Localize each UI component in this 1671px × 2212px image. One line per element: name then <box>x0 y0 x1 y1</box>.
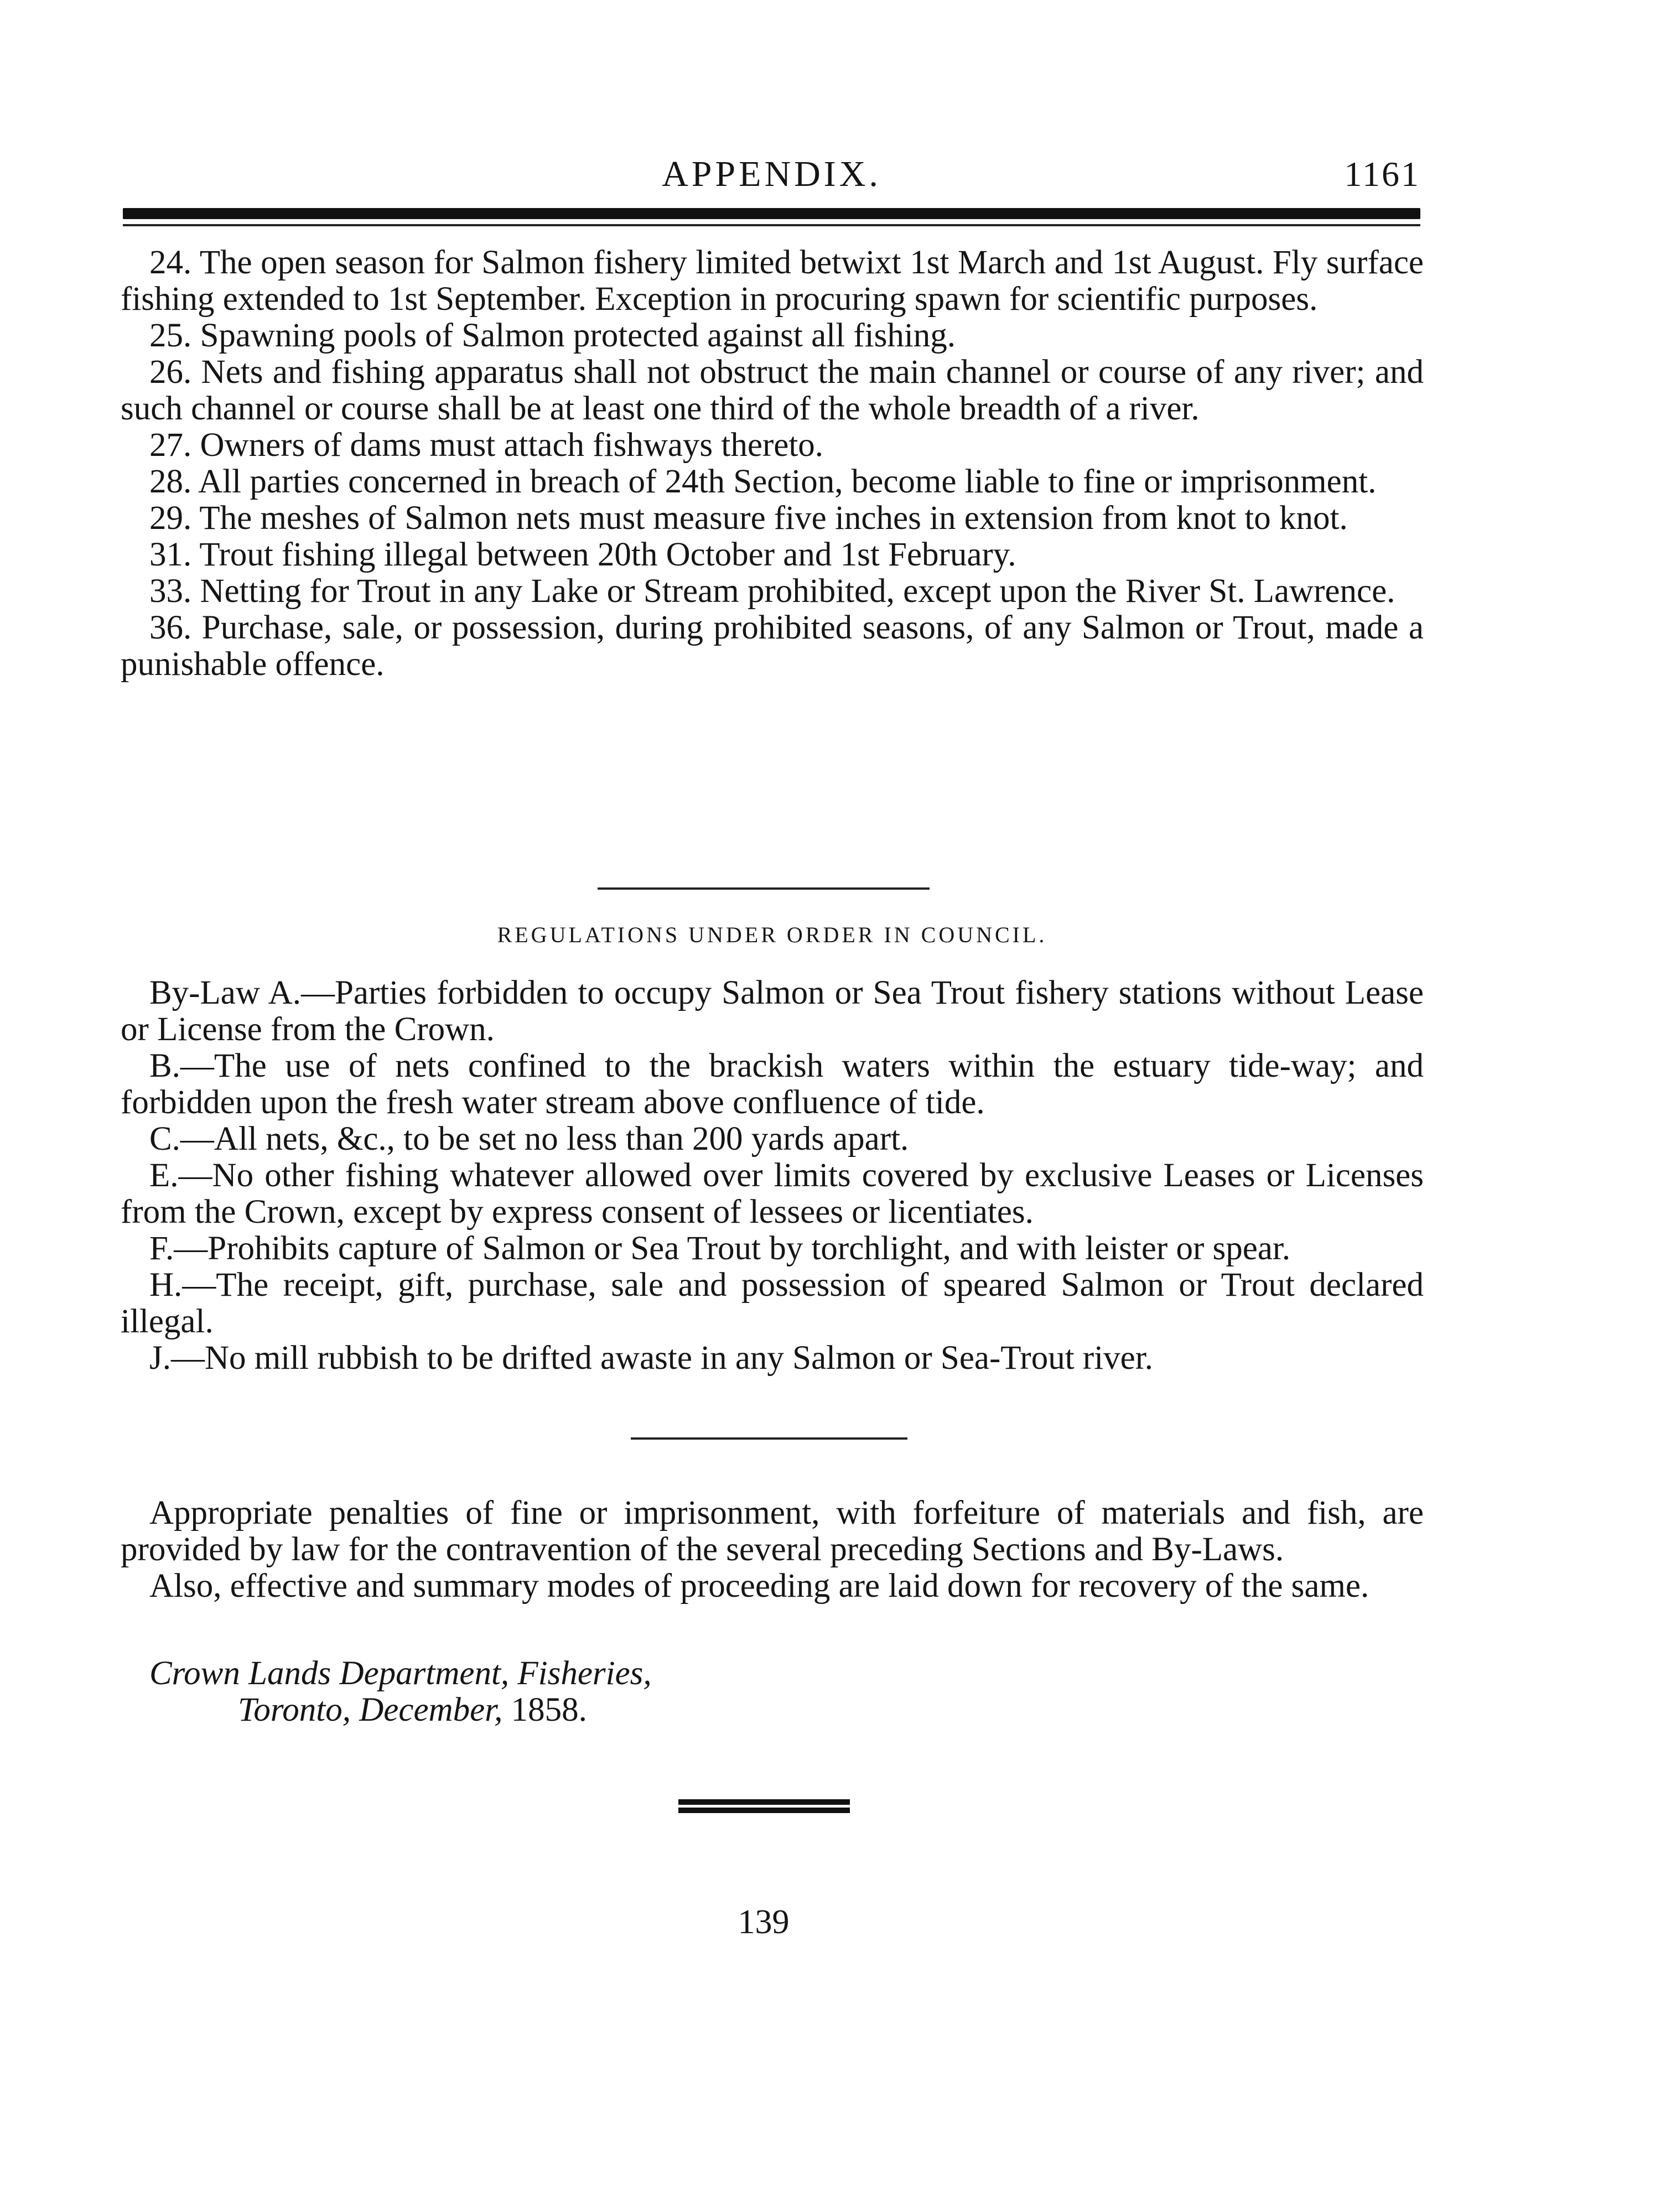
regulations-list <box>121 975 1424 1377</box>
running-head: APPENDIX. <box>662 154 881 194</box>
signature-line-1: Crown Lands Department, Fisheries, <box>149 1655 652 1692</box>
closing-paragraphs <box>121 1495 1424 1605</box>
bylaw-e: E.—No other fishing whatever allowed over limits covered by exclusive Leases or Licenses from the Crown, except by express consent of lessees or licentiates. <box>121 1157 1424 1230</box>
proceedings-paragraph: Also, effective and summary modes of proceeding are laid down for recovery of the same. <box>149 1567 1369 1605</box>
page-number: 1161 <box>1344 154 1420 194</box>
bylaw-c: C.—All nets, &c., to be set no less than 200 yards apart. <box>149 1120 909 1157</box>
act-sections <box>121 245 1424 683</box>
section-divider <box>598 887 930 890</box>
bylaw-b: B.—The use of nets confined to the brackish waters within the estuary tide-way; and forbidden upon the fresh water stream above confluence of tide. <box>121 1047 1424 1121</box>
section-24: 24. The open season for Salmon fishery limited betwixt 1st March and 1st August. Fly surface fishing extended to 1st September. Exception in procuring spawn for scientific purposes. <box>121 244 1424 318</box>
section-36: 36. Purchase, sale, or possession, during prohibited seasons, of any Salmon or Trout, made a punishable offence. <box>121 609 1424 683</box>
penalties-paragraph: Appropriate penalties of fine or imprisonment, with forfeiture of materials and fish, are provided by law for the contravention of the several preceding Sections and By-Laws. <box>121 1494 1424 1568</box>
signature-folio: 139 <box>738 1903 790 1941</box>
section-26: 26. Nets and fishing apparatus shall not obstruct the main channel or course of any river; and such channel or course shall be at least one third of the whole breadth of a river. <box>121 354 1424 427</box>
end-ornament-rule <box>678 1799 850 1805</box>
section-divider <box>631 1437 907 1440</box>
bylaw-f: F.—Prohibits capture of Salmon or Sea Trout by torchlight, and with leister or spear. <box>149 1230 1291 1267</box>
header-rule-thick <box>123 208 1420 219</box>
end-ornament-rule <box>678 1808 850 1813</box>
bylaw-j: J.—No mill rubbish to be drifted awaste in any Salmon or Sea-Trout river. <box>149 1339 1153 1377</box>
section-33: 33. Netting for Trout in any Lake or Stream prohibited, except upon the River St. Lawrence. <box>149 573 1395 610</box>
section-25: 25. Spawning pools of Salmon protected against all fishing. <box>149 317 956 354</box>
signature-line-2 <box>149 1692 652 1728</box>
page-header <box>123 149 1420 199</box>
bylaw-a: By-Law A.—Parties forbidden to occupy Salmon or Sea Trout fishery stations without Lease or License from the Crown. <box>121 974 1424 1048</box>
regulations-heading: REGULATIONS UNDER ORDER IN COUNCIL. <box>497 922 1047 947</box>
signature-place-date: Toronto, December, <box>238 1691 503 1728</box>
section-29: 29. The meshes of Salmon nets must measure five inches in extension from knot to knot. <box>149 500 1348 537</box>
signature-block <box>149 1655 652 1728</box>
section-28: 28. All parties concerned in breach of 24th Section, become liable to fine or imprisonment. <box>149 463 1377 500</box>
bylaw-h: H.—The receipt, gift, purchase, sale and possession of speared Salmon or Trout declared illegal. <box>121 1266 1424 1340</box>
header-rule-thin <box>123 224 1420 226</box>
signature-year: 1858. <box>511 1691 587 1728</box>
section-27: 27. Owners of dams must attach fishways thereto. <box>149 427 824 464</box>
section-31: 31. Trout fishing illegal between 20th October and 1st February. <box>149 536 1016 573</box>
